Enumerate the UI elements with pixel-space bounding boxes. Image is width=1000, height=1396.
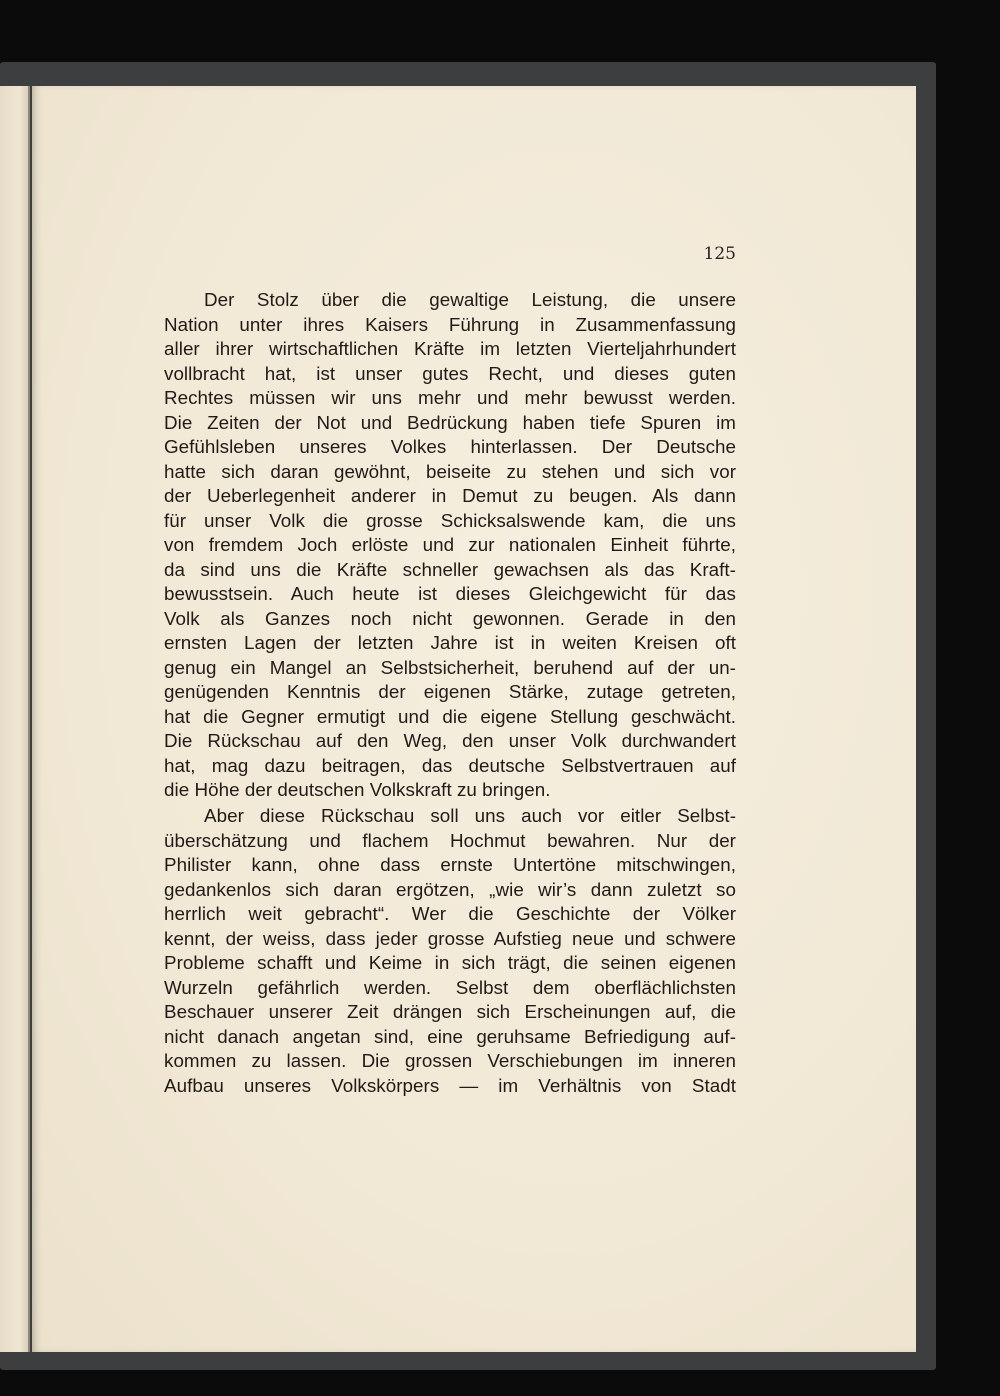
text-line: Nation unter ihres Kaisers Führung in Zusammenfassung bbox=[164, 313, 736, 335]
text-line: Gefühlsleben unseres Volkes hinterlassen. Der Deutsche bbox=[164, 436, 736, 457]
text-line: hat die Gegner ermutigt und die eigene Stellung geschwächt. bbox=[164, 705, 736, 727]
text-line: hatte sich daran gewöhnt, beiseite zu stehen und sich vor bbox=[164, 460, 736, 482]
text-line: genug ein Mangel an Selbstsicherheit, beruhend auf der un- bbox=[164, 656, 736, 678]
text-line: Probleme schafft und Keime in sich trägt, die seinen eigenen bbox=[164, 952, 736, 973]
text-line: Volk als Ganzes noch nicht gewonnen. Gerade in den bbox=[164, 607, 736, 629]
text-line: genügenden Kenntnis der eigenen Stärke, zutage getreten, bbox=[164, 681, 736, 702]
text-line: Der Stolz über die gewaltige Leistung, die unsere bbox=[204, 289, 736, 310]
left-page-edge bbox=[0, 86, 30, 1352]
text-line: Aber diese Rückschau soll uns auch vor eitler Selbst- bbox=[204, 805, 736, 826]
text-line: hat, mag dazu beitragen, das deutsche Selbstvertrauen auf bbox=[164, 754, 736, 776]
text-line: Philister kann, ohne dass ernste Untertöne mitschwingen, bbox=[164, 854, 736, 875]
text-line: herrlich weit gebracht“. Wer die Geschichte der Völker bbox=[164, 903, 736, 924]
text-line: bewusstsein. Auch heute ist dieses Gleichgewicht für das bbox=[164, 583, 736, 604]
text-line: Beschauer unserer Zeit drängen sich Erscheinungen auf, die bbox=[164, 1001, 736, 1022]
text-line: für unser Volk die grosse Schicksalswende kam, die uns bbox=[164, 509, 736, 531]
text-line: ernsten Lagen der letzten Jahre ist in weiten Kreisen oft bbox=[164, 632, 736, 653]
body-text bbox=[164, 288, 736, 1098]
text-line: von fremdem Joch erlöste und zur nationalen Einheit führte, bbox=[164, 534, 736, 555]
text-line: kommen zu lassen. Die grossen Verschiebungen im inneren bbox=[164, 1050, 736, 1071]
text-line: der Ueberlegenheit anderer in Demut zu beugen. Als dann bbox=[164, 485, 736, 506]
text-line: Aufbau unseres Volkskörpers — im Verhältnis von Stadt bbox=[164, 1074, 736, 1096]
text-line: die Höhe der deutschen Volkskraft zu bringen. bbox=[164, 779, 551, 800]
text-line: überschätzung und flachem Hochmut bewahren. Nur der bbox=[164, 829, 736, 851]
text-line: nicht danach angetan sind, eine geruhsame Befriedigung auf- bbox=[164, 1025, 736, 1047]
page-number: 125 bbox=[703, 244, 736, 264]
text-line: Wurzeln gefährlich werden. Selbst dem oberflächlichsten bbox=[164, 976, 736, 998]
text-line: gedankenlos sich daran ergötzen, „wie wir’s dann zuletzt so bbox=[164, 878, 736, 900]
text-line: Die Rückschau auf den Weg, den unser Volk durchwandert bbox=[164, 730, 736, 751]
text-line: vollbracht hat, ist unser gutes Recht, und dieses guten bbox=[164, 362, 736, 384]
book-page bbox=[32, 86, 916, 1352]
text-line: aller ihrer wirtschaftlichen Kräfte im letzten Vierteljahrhundert bbox=[164, 338, 736, 359]
text-line: Rechtes müssen wir uns mehr und mehr bewusst werden. bbox=[164, 387, 736, 408]
text-line: da sind uns die Kräfte schneller gewachsen als das Kraft- bbox=[164, 558, 736, 580]
text-line: kennt, der weiss, dass jeder grosse Aufstieg neue und schwere bbox=[164, 927, 736, 949]
text-line: Die Zeiten der Not und Bedrückung haben tiefe Spuren im bbox=[164, 411, 736, 433]
